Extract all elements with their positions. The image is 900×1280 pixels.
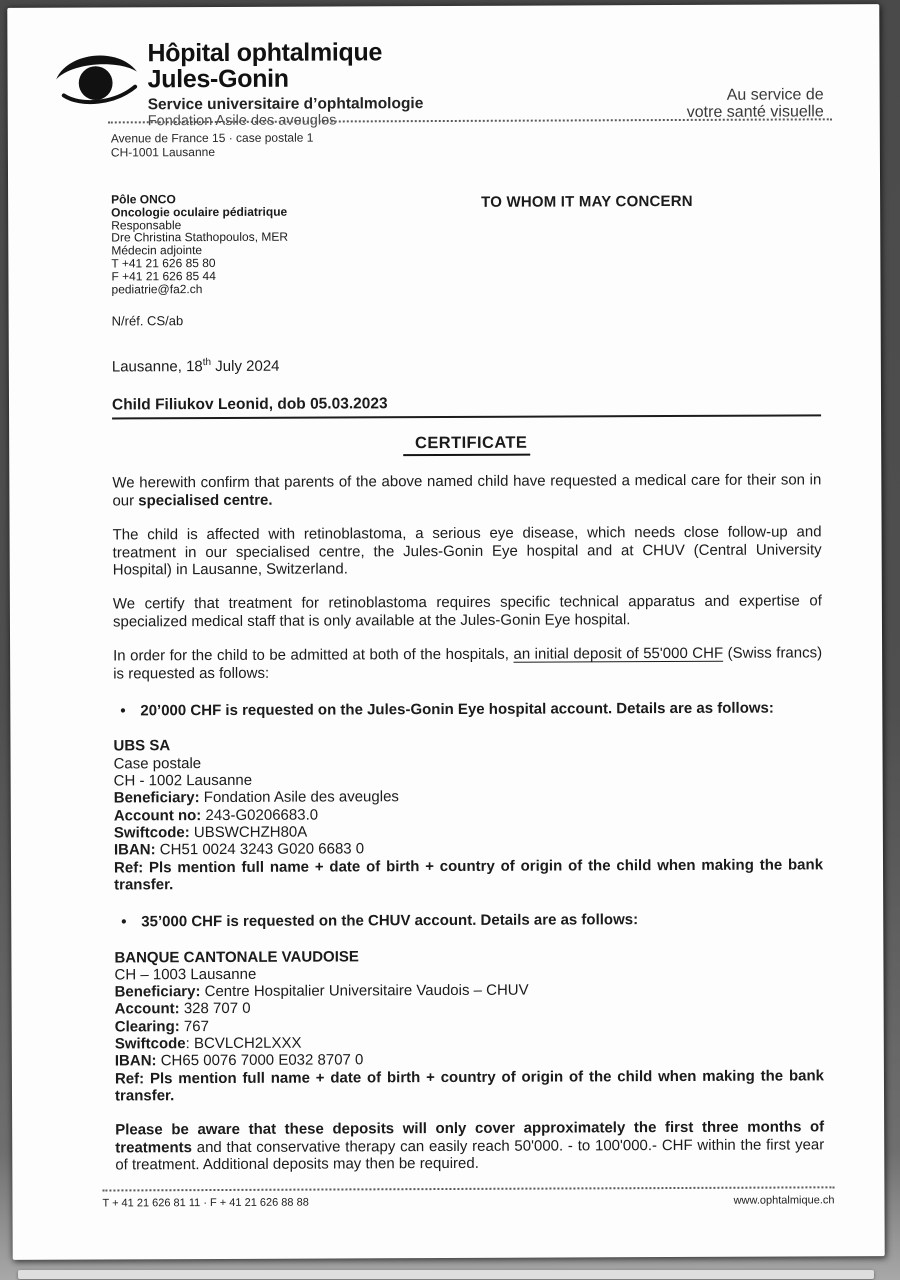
bank-account: Account: 328 707 0: [114, 1000, 251, 1018]
contact-unit: Pôle ONCO: [111, 192, 176, 207]
bullet-icon: •: [120, 702, 126, 720]
bank-clearing: Clearing: 767: [114, 1017, 209, 1036]
subject-line: Child Filiukov Leonid, dob 05.03.2023: [112, 394, 821, 420]
tagline-line1: Au service de: [726, 86, 824, 104]
paragraph-deposit: [113, 645, 822, 683]
bullet-jules-gonin-deposit: [113, 699, 822, 719]
bank-iban: IBAN: CH65 0076 7000 E032 8707 0: [114, 1051, 364, 1070]
warning-text: and that conservative therapy can easily reach 50'000. - to 100'000.- CHF within the first year of treatment. Additional deposits may then be required.: [115, 1135, 825, 1174]
bank-account: Account no: 243-G0206683.0: [113, 806, 319, 825]
footer-phone-fax: T + 41 21 626 81 11 · F + 41 21 626 88 88: [102, 1196, 309, 1210]
date-suffix: July 2024: [211, 358, 280, 376]
bank-city: CH – 1003 Lausanne: [114, 965, 257, 984]
paragraph-confirmation: [112, 472, 821, 510]
bank-details-bcv: [114, 946, 824, 1105]
paragraph-bold-text: specialised centre.: [138, 491, 273, 510]
paragraph-certification: We certify that treatment for retinoblastoma requires specific technical apparatus and expertise of specialized medical staff that is only available at the Jules-Gonin Eye hospital.: [112, 592, 822, 631]
org-name-line2: Jules-Gonin: [147, 64, 289, 94]
letter-body: [111, 190, 824, 1173]
address-line1: Avenue de France 15 · case postale 1: [110, 130, 314, 146]
org-department: Service universitaire d’ophtalmologie: [147, 95, 424, 114]
org-foundation: Fondation Asile des aveugles: [147, 112, 337, 130]
footer-website: www.ophtalmique.ch: [733, 1194, 835, 1207]
bank-iban: IBAN: CH51 0024 3243 G020 6683 0: [113, 840, 365, 859]
bullet-text: 20’000 CHF is requested on the Jules-Gonin Eye hospital account. Details are as follows:: [140, 699, 774, 720]
contact-doctor-title: Médecin adjointe: [111, 243, 203, 258]
contact-fax: F +41 21 626 85 44: [111, 268, 216, 284]
deposit-amount-underlined: an initial deposit of 55'000 CHF: [513, 645, 724, 663]
paragraph-text: In order for the child to be admitted at both of the hospitals,: [113, 645, 514, 665]
bullet-text: 35’000 CHF is requested on the CHUV account. Details are as follows:: [141, 911, 639, 931]
sender-contact-block: [111, 192, 441, 296]
bank-city: CH - 1002 Lausanne: [113, 771, 253, 790]
tagline-line2: votre santé visuelle: [686, 103, 824, 121]
contact-row: [111, 190, 820, 295]
bank-swiftcode: Swiftcode: UBSWCHZH80A: [113, 823, 308, 842]
bank-address: Case postale: [113, 754, 202, 773]
paragraph-warning: [115, 1119, 824, 1174]
document-title: CERTIFICATE: [403, 434, 530, 457]
bullet-chuv-deposit: [114, 910, 823, 930]
org-name-line1: Hôpital ophtalmique: [147, 38, 383, 68]
page-footer: [102, 1186, 834, 1209]
org-identity: [147, 39, 423, 129]
bank-swiftcode: Swiftcode: BCVLCH2LXXX: [114, 1034, 302, 1053]
org-address: [111, 131, 314, 160]
reference-number: N/réf. CS/ab: [111, 313, 184, 329]
paragraph-diagnosis: The child is affected with retinoblastoma, a serious eye disease, which needs close follow-up and treatment in our specialised centre, the Jules-Gonin Eye hospital and at CHUV (Central University Hospital) in Lausanne, Switzerland.: [112, 523, 822, 579]
scanned-letter-page: [7, 4, 884, 1260]
bullet-icon: •: [121, 913, 127, 931]
contact-doctor-name: Dre Christina Stathopoulos, MER: [111, 230, 289, 245]
bank-ref-note: Ref: Pls mention full name + date of birth + country of origin of the child when making the bank transfer.: [113, 855, 824, 894]
next-page-edge: [18, 1270, 874, 1279]
bank-name: BANQUE CANTONALE VAUDOISE: [114, 947, 359, 966]
dateline: [112, 356, 821, 376]
bank-beneficiary: Beneficiary: Centre Hospitalier Universitaire Vaudois – CHUV: [114, 981, 529, 1001]
bank-beneficiary: Beneficiary: Fondation Asile des aveugles: [113, 788, 399, 807]
contact-phone: T +41 21 626 85 80: [111, 255, 216, 271]
date-ordinal-suffix: th: [202, 357, 212, 369]
paragraph-text: (Swiss francs) is requested as follows:: [113, 644, 823, 683]
contact-service: Oncologie oculaire pédiatrique: [111, 204, 288, 220]
document-title-wrap: [112, 433, 821, 458]
bank-name: UBS SA: [113, 737, 171, 755]
contact-email: pediatrie@fa2.ch: [111, 281, 203, 297]
eye-icon: [52, 45, 140, 107]
address-line2: CH-1001 Lausanne: [110, 145, 216, 160]
org-tagline: [687, 86, 824, 121]
recipient-heading: TO WHOM IT MAY CONCERN: [481, 192, 693, 211]
bank-ref-note: Ref: Pls mention full name + date of birth + country of origin of the child when making the bank transfer.: [114, 1066, 824, 1105]
contact-role: Responsable: [111, 217, 182, 233]
warning-bold-text: Please be aware that these deposits will only cover approximately the first three months of treatments: [115, 1118, 825, 1157]
paragraph-text: We herewith confirm that parents of the above named child have requested a medical care for their son in our: [112, 471, 822, 510]
bank-details-ubs: [113, 735, 823, 894]
date-prefix: Lausanne, 18: [111, 358, 203, 376]
